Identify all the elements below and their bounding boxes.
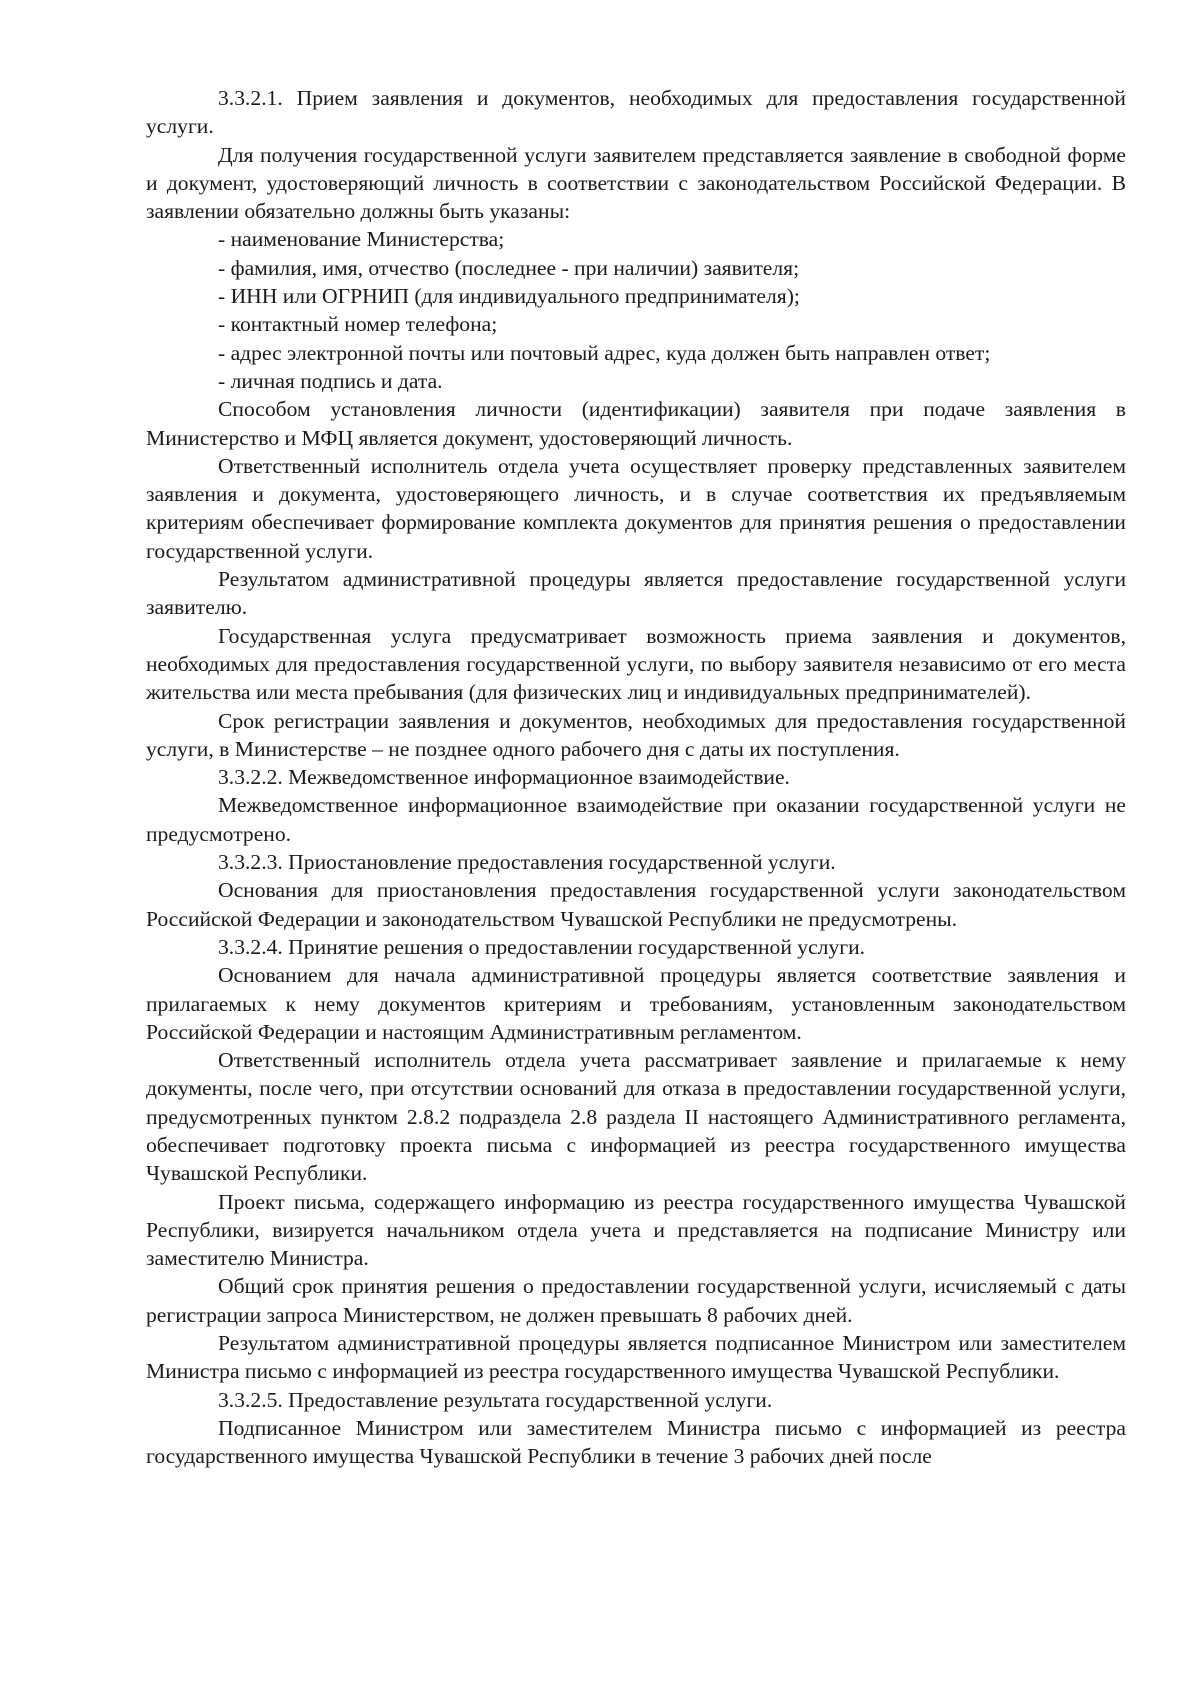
paragraph: Основания для приостановления предоставления государственной услуги законодательством Российской Федерации и законодательством Чувашской Республики не предусмотрены. [146, 878, 1126, 931]
list-item: - контактный номер телефона; [218, 312, 498, 337]
paragraph-section-3-3-2-5: 3.3.2.5. Предоставление результата государственной услуги. [218, 1387, 773, 1412]
paragraph: Подписанное Министром или заместителем Министра письмо с информацией из реестра государственного имущества Чувашской Республики в течение 3 рабочих дней после [146, 1415, 1126, 1469]
paragraph-section-3-3-2-1: 3.3.2.1. Прием заявления и документов, необходимых для предоставления государственной услуги. [146, 86, 1126, 139]
list-item: - личная подпись и дата. [218, 368, 443, 393]
paragraph: Ответственный исполнитель отдела учета рассматривает заявление и прилагаемые к нему документы, после чего, при отсутствии оснований для отказа в предоставлении государственной услуги, предусмотренных пунктом 2.8.2 подраздела 2.8 раздела II настоящего Административного регламента, обеспечивает подготовку проекта письма с информацией из реестра государственного имущества Чувашской Республики. [146, 1048, 1126, 1186]
paragraph: Межведомственное информационное взаимодействие при оказании государственной услуги не предусмотрено. [146, 793, 1126, 846]
list-item: - ИНН или ОГРНИП (для индивидуального предпринимателя); [218, 284, 800, 309]
paragraph: Общий срок принятия решения о предоставлении государственной услуги, исчисляемый с даты регистрации запроса Министерством, не должен превышать 8 рабочих дней. [146, 1274, 1126, 1327]
paragraph: Для получения государственной услуги заявителем представляется заявление в свободной форме и документ, удостоверяющий личность в соответствии с законодательством Российской Федерации. В заявлении обязательно должны быть указаны: [146, 142, 1126, 224]
paragraph: Результатом административной процедуры является предоставление государственной услуги заявителю. [146, 567, 1126, 620]
paragraph: Ответственный исполнитель отдела учета осуществляет проверку представленных заявителем заявления и документа, удостоверяющего личность, и в случае соответствия их предъявляемым критериям обеспечивает формирование комплекта документов для принятия решения о предоставлении государственной услуги. [146, 453, 1126, 563]
list-item: - наименование Министерства; [218, 227, 505, 252]
paragraph: Проект письма, содержащего информацию из реестра государственного имущества Чувашской Республики, визируется начальником отдела учета и представляется на подписание Министру или заместителю Министра. [146, 1189, 1126, 1271]
paragraph: Основанием для начала административной процедуры является соответствие заявления и прилагаемых к нему документов критериям и требованиям, установленным законодательством Российской Федерации и настоящим Административным регламентом. [146, 963, 1126, 1044]
paragraph-section-3-3-2-2: 3.3.2.2. Межведомственное информационное взаимодействие. [218, 765, 790, 790]
paragraph: Способом установления личности (идентификации) заявителя при подаче заявления в Министерство и МФЦ является документ, удостоверяющий личность. [146, 397, 1126, 450]
list-item: - адрес электронной почты или почтовый адрес, куда должен быть направлен ответ; [218, 340, 991, 365]
paragraph: Срок регистрации заявления и документов, необходимых для предоставления государственной услуги, в Министерстве – не позднее одного рабочего дня с даты их поступления. [146, 708, 1126, 761]
list-item: - фамилия, имя, отчество (последнее - при наличии) заявителя; [218, 255, 800, 280]
paragraph: Результатом административной процедуры является подписанное Министром или заместителем Министра письмо с информацией из реестра государственного имущества Чувашской Республики. [146, 1331, 1126, 1384]
paragraph-section-3-3-2-4: 3.3.2.4. Принятие решения о предоставлении государственной услуги. [218, 934, 866, 959]
paragraph: Государственная услуга предусматривает возможность приема заявления и документов, необходимых для предоставления государственной услуги, по выбору заявителя независимо от его места жительства или места пребывания (для физических лиц и индивидуальных предпринимателей). [146, 623, 1126, 705]
document-page [146, 84, 1126, 1471]
paragraph-section-3-3-2-3: 3.3.2.3. Приостановление предоставления государственной услуги. [218, 850, 836, 875]
